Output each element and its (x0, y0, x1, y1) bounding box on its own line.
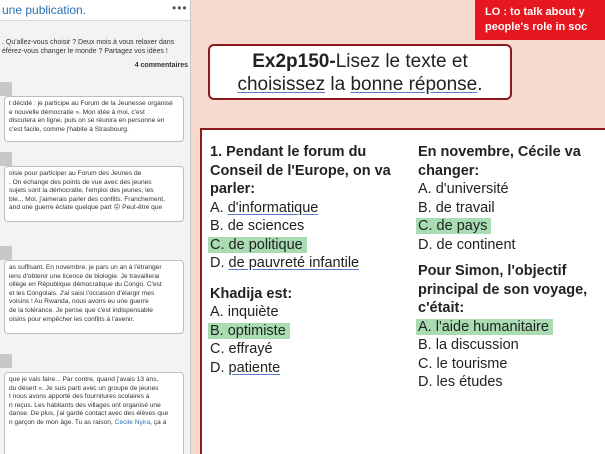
intro-text (2, 38, 188, 56)
publication-title: une publication. (2, 3, 87, 17)
option-letter: A. (418, 181, 432, 197)
instruction-word-choose: choisissez (237, 74, 326, 95)
comments-count: 4 commentaires (134, 62, 188, 69)
post-line: oisie pour participer au Forum des Jeunes de (9, 170, 142, 177)
instruction-line-2 (210, 73, 510, 96)
instruction-box (208, 44, 512, 100)
post-line: de la tolérance. Je pense que c'est indispensable (9, 306, 153, 314)
post-line: du désert ». Je suis parti avec un groupe de jeunes (9, 384, 159, 392)
exercise-code: Ex2p150- (252, 51, 336, 72)
option-text: de sciences (227, 218, 305, 234)
option-letter: B. (210, 322, 224, 339)
questions-right-column (418, 143, 605, 392)
question-text: 1. Pendant le forum du (210, 144, 367, 160)
option-text: les études (436, 374, 503, 390)
post-line: e nouvelle démocratie ». Mon idée à moi, c'est (9, 108, 145, 116)
post-line: as suffisant. En novembre, je pars un an à l'étranger (9, 264, 162, 271)
instruction-word-answer: bonne réponse (350, 74, 478, 95)
option-letter: B. (210, 218, 224, 234)
avatar (0, 152, 12, 166)
option-text: la discussion (435, 337, 519, 353)
option-text: de travail (435, 199, 495, 216)
question-text: parler: (210, 181, 256, 197)
instruction-word-la: la (325, 74, 351, 95)
answer-option[interactable] (210, 199, 410, 218)
option-text: inquiète (227, 304, 279, 320)
instruction-text-1: Lisez le texte et (335, 51, 468, 72)
answer-option[interactable] (418, 355, 605, 374)
post-line (9, 419, 179, 428)
option-text: de pays (436, 218, 488, 234)
question-text: Conseil de l'Europe, on va (210, 162, 391, 179)
post-card (4, 96, 184, 142)
option-letter: D. (418, 236, 433, 253)
post-line: discutera en ligne, puis on se réunira en personne en (9, 117, 165, 125)
answer-option[interactable] (418, 336, 605, 355)
question-2 (210, 285, 410, 378)
option-letter: C. (210, 341, 225, 357)
post-line: c'est facile, comme j'habite à Strasbourg. (9, 125, 129, 133)
answer-option[interactable] (210, 340, 410, 359)
question-text: c'était: (418, 300, 465, 316)
option-text: l'aide humanitaire (435, 318, 549, 335)
post-line: que je vais faire... Par contre, quand j'avais 13 ans, (9, 376, 159, 383)
profile-link[interactable]: Cécile Nyira (114, 418, 151, 426)
post-line: et les Congolais. J'ai saisi l'occasion d'élargir mes (9, 289, 155, 297)
question-text: principal de son voyage, (418, 281, 588, 298)
post-line: sujets sont la démocratie, l'emploi des jeunes, les (9, 187, 154, 195)
answer-option[interactable] (418, 180, 605, 199)
post-card (4, 166, 184, 222)
lo-line-2: people's role in soc (485, 21, 588, 33)
avatar (0, 82, 12, 96)
option-letter: C. (210, 236, 225, 253)
answer-option-selected[interactable] (210, 322, 410, 341)
answer-option[interactable] (210, 254, 410, 273)
textbook-page (0, 0, 191, 454)
option-text: d'université (435, 181, 509, 197)
option-text: le tourisme (436, 355, 508, 372)
option-text: optimiste (227, 322, 286, 339)
question-3 (418, 143, 605, 254)
answer-option[interactable] (210, 217, 410, 236)
answer-option-selected[interactable] (418, 217, 605, 236)
lo-line-1: LO : to talk about y (485, 6, 585, 18)
answer-option-selected[interactable] (418, 318, 605, 337)
post-line: iens d'obtenir une licence de biologie. Je travaillerai (9, 272, 160, 280)
option-text: de pauvreté infantile (228, 255, 360, 271)
option-text: d'informatique (227, 199, 319, 216)
answer-option[interactable] (418, 236, 605, 255)
post-line: and une guerre éclate quelque part ☹ Peut-être que (9, 204, 163, 212)
question-text: En novembre, Cécile va (418, 144, 581, 160)
option-text: patiente (228, 359, 281, 376)
option-letter: D. (418, 374, 433, 390)
post-line: n reçus. Les habitants des villages ont organisé une (9, 401, 161, 409)
answer-option[interactable] (418, 373, 605, 392)
post-line-tail: , ça a (150, 418, 167, 426)
post-card (4, 260, 184, 334)
post-line: ble... Moi, j'aimerais parler des conflits. Franchement, (9, 195, 165, 203)
question-text: Pour Simon, l'objectif (418, 263, 567, 279)
post-line: ollège en République démocratique du Congo. C'est (9, 281, 162, 289)
learning-objective-banner (475, 0, 605, 40)
option-letter: C. (418, 218, 433, 234)
option-letter: A. (210, 304, 224, 320)
option-letter: A. (210, 199, 224, 216)
post-line: t décidé : je participe au Forum de la Jeunesse organisé (9, 100, 173, 107)
avatar (0, 354, 12, 368)
intro-line: . Qu'allez-vous choisir ? Deux mois à vous relaxer dans (2, 39, 175, 46)
answer-option[interactable] (210, 359, 410, 378)
question-1 (210, 143, 410, 273)
question-panel (200, 128, 605, 454)
option-letter: D. (210, 255, 225, 271)
option-letter: C. (418, 355, 433, 372)
option-text: de politique (228, 236, 303, 253)
post-line: . On échange des points de vue avec des jeunes (9, 178, 152, 186)
questions-left-column (210, 143, 410, 377)
intro-line: éférez-vous changer le monde ? Partagez vos idées ! (2, 48, 168, 55)
instruction-period: . (477, 74, 483, 95)
answer-option[interactable] (210, 303, 410, 322)
publication-header (0, 0, 190, 21)
more-options-icon[interactable]: ••• (172, 1, 188, 15)
post-line: t nous avons apporté des fournitures scolaires à (9, 393, 150, 401)
instruction-line-1 (210, 50, 510, 73)
question-4 (418, 262, 605, 392)
answer-option-selected[interactable] (210, 236, 410, 255)
post-line: voisins ! Au Rwanda, nous avons eu une guerre (9, 298, 149, 306)
post-card (4, 372, 184, 454)
post-line: danse. De plus, j'ai gardé contact avec des élèves que (9, 410, 169, 418)
question-text: changer: (418, 162, 480, 179)
avatar (0, 246, 12, 260)
option-letter: A. (418, 318, 432, 335)
post-line: oisins pour empêcher les conflits à l'avenir. (9, 315, 135, 323)
post-line-text: n garçon de mon âge. Tu as raison, (9, 418, 115, 426)
option-letter: D. (210, 359, 225, 376)
question-text: Khadija est: (210, 285, 293, 302)
option-letter: B. (418, 199, 432, 216)
option-text: effrayé (228, 341, 273, 357)
option-text: de continent (436, 236, 516, 253)
option-letter: B. (418, 337, 432, 353)
answer-option[interactable] (418, 199, 605, 218)
